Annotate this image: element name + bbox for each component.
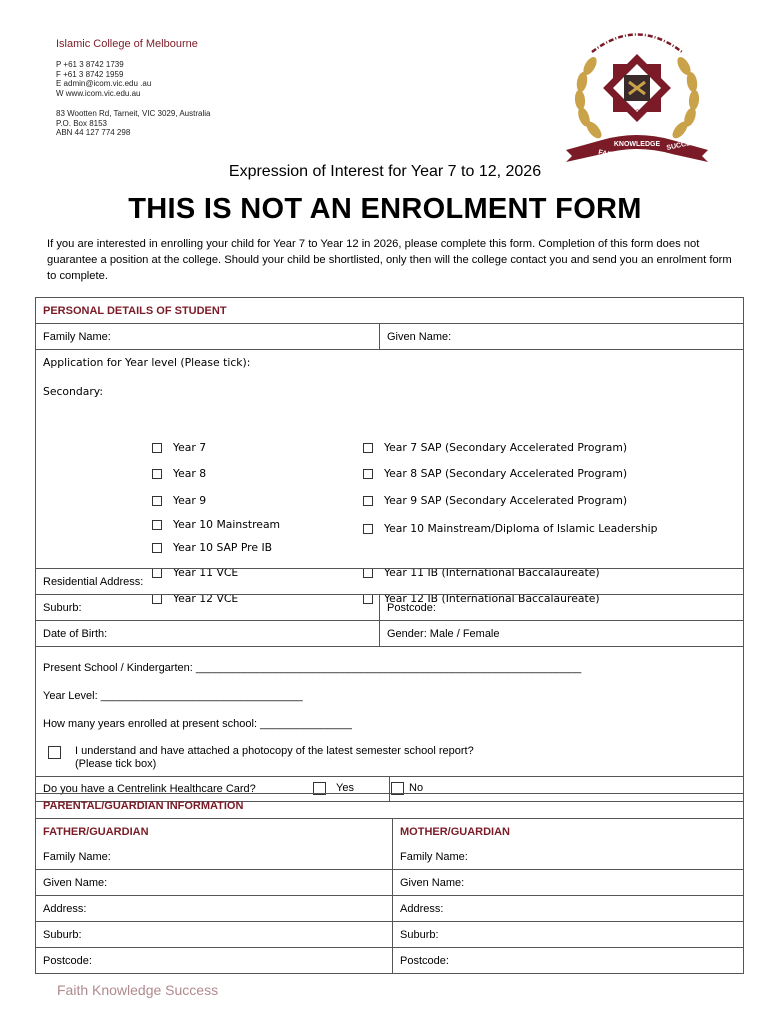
year-left-option[interactable]: [152, 541, 272, 554]
year-right-checkbox[interactable]: [363, 443, 373, 453]
student-family-name-field[interactable]: Family Name:: [43, 330, 111, 343]
year-left-checkbox[interactable]: [152, 469, 162, 479]
year-left-option[interactable]: [152, 518, 280, 531]
year-right-checkbox[interactable]: [363, 496, 373, 506]
year-left-option[interactable]: [152, 494, 206, 507]
name-row: [36, 323, 743, 349]
year-left-label: Year 11 VCE: [173, 566, 239, 579]
mother-field[interactable]: Family Name:: [400, 850, 468, 863]
parent-field-row: [36, 947, 743, 973]
father-field[interactable]: Family Name:: [43, 850, 111, 863]
years-enrolled-field[interactable]: How many years enrolled at present school: _______________: [43, 718, 352, 730]
parent-header-row: [36, 794, 743, 818]
report-statement: [75, 745, 474, 771]
report-checkbox[interactable]: [48, 746, 61, 759]
year-left-label: Year 10 SAP Pre IB: [173, 541, 273, 554]
year-left-checkbox[interactable]: [152, 443, 162, 453]
mother-guardian-heading: MOTHER/GUARDIAN: [400, 825, 510, 838]
secondary-label: Secondary:: [43, 385, 104, 398]
year-right-label: Year 8 SAP (Secondary Accelerated Program): [384, 467, 628, 480]
gender-field[interactable]: Gender: Male / Female: [387, 627, 500, 640]
year-left-checkbox[interactable]: [152, 520, 162, 530]
intro-paragraph: If you are interested in enrolling your child for Year 7 to Year 12 in 2026, please complete this form. Completion of this form does not guarantee a position at the college. Should your child be shortlisted, only then will the college contact you and send you an enrolment form to complete.: [47, 238, 732, 282]
centrelink-no-label: No: [409, 782, 424, 794]
father-field[interactable]: Suburb:: [43, 928, 82, 941]
parent-field-row: [36, 844, 743, 869]
year-right-label: Year 7 SAP (Secondary Accelerated Program): [384, 441, 628, 454]
father-field[interactable]: Address:: [43, 902, 87, 915]
mother-field[interactable]: Given Name:: [400, 876, 465, 889]
logo-center-text: ICOM: [629, 110, 645, 116]
form-subtitle: Expression of Interest for Year 7 to 12, 2026: [228, 163, 542, 180]
parent-section: [35, 793, 744, 974]
parent-field-row: [36, 895, 743, 921]
year-right-label: Year 11 IB (International Baccalaureate): [384, 566, 600, 579]
year-left-checkbox[interactable]: [152, 543, 162, 553]
year-right-label: Year 9 SAP (Secondary Accelerated Program): [384, 494, 628, 507]
year-right-label: Year 12 IB (International Baccalaureate): [384, 592, 600, 605]
school-details-row: [36, 646, 743, 776]
ribbon-word-2: KNOWLEDGE: [613, 141, 661, 148]
guardian-titles-row: [36, 818, 743, 844]
year-left-label: Year 10 Mainstream: [173, 518, 281, 531]
present-school-field[interactable]: Present School / Kindergarten: _______________________________________________________________: [43, 662, 582, 674]
mother-field[interactable]: Postcode:: [400, 954, 449, 967]
parent-field-row: [36, 921, 743, 947]
father-guardian-heading: FATHER/GUARDIAN: [43, 825, 149, 838]
ribbon-word-3: SUCCESS: [665, 138, 701, 152]
residential-address-field[interactable]: Residential Address:: [43, 575, 144, 588]
report-line-2: (Please tick box): [75, 758, 157, 770]
student-given-name-field[interactable]: Given Name:: [387, 330, 452, 343]
page-title: THIS IS NOT AN ENROLMENT FORM: [128, 193, 642, 225]
mother-field[interactable]: Address:: [400, 902, 444, 915]
year-level-prompt: Application for Year level (Please tick):: [43, 356, 251, 369]
postcode-field[interactable]: Postcode:: [387, 601, 436, 614]
year-left-option[interactable]: [152, 441, 206, 454]
year-right-checkbox[interactable]: [363, 469, 373, 479]
college-logo: [562, 22, 712, 164]
year-left-label: Year 8: [173, 467, 207, 480]
father-field[interactable]: Given Name:: [43, 876, 108, 889]
year-left-option[interactable]: [152, 467, 206, 480]
year-right-option[interactable]: [363, 441, 627, 454]
section-header-row: [36, 298, 743, 323]
dob-row: [36, 620, 743, 646]
suburb-field[interactable]: Suburb:: [43, 601, 82, 614]
year-right-option[interactable]: [363, 467, 627, 480]
parent-field-row: [36, 869, 743, 895]
report-line-1: I understand and have attached a photocopy of the latest semester school report?: [75, 745, 474, 757]
centrelink-question: Do you have a Centrelink Healthcare Card?: [43, 783, 256, 795]
footer-motto: Faith Knowledge Success: [57, 982, 219, 998]
year-level-field[interactable]: Year Level: _________________________________: [43, 690, 303, 702]
year-left-label: Year 9: [173, 494, 207, 507]
father-field[interactable]: Postcode:: [43, 954, 92, 967]
parent-heading: PARENTAL/GUARDIAN INFORMATION: [43, 800, 244, 812]
year-right-label: Year 10 Mainstream/Diploma of Islamic Leadership: [384, 522, 658, 535]
dob-field[interactable]: Date of Birth:: [43, 627, 108, 640]
section-heading: PERSONAL DETAILS OF STUDENT: [43, 304, 227, 317]
postal-address: 83 Wootten Rd, Tarneit, VIC 3029, Australia P.O. Box 8153 ABN 44 127 774 298: [56, 109, 211, 138]
year-left-label: Year 7: [173, 441, 207, 454]
college-name: Islamic College of Melbourne: [56, 38, 198, 50]
centrelink-yes-label: Yes: [336, 782, 354, 794]
suburb-row: [36, 594, 743, 620]
year-right-option[interactable]: [363, 494, 627, 507]
student-details-section: [35, 297, 744, 802]
mother-field[interactable]: Suburb:: [400, 928, 439, 941]
year-right-checkbox[interactable]: [363, 524, 373, 534]
residential-address-row: [36, 568, 743, 594]
contact-details: P +61 3 8742 1739 F +61 3 8742 1959 E admin@icom.vic.edu .au W www.icom.vic.edu.au: [56, 60, 152, 98]
year-right-option[interactable]: [363, 522, 658, 535]
year-left-label: Year 12 VCE: [173, 592, 239, 605]
ribbon-word-1: FAITH: [597, 149, 619, 161]
year-left-checkbox[interactable]: [152, 496, 162, 506]
